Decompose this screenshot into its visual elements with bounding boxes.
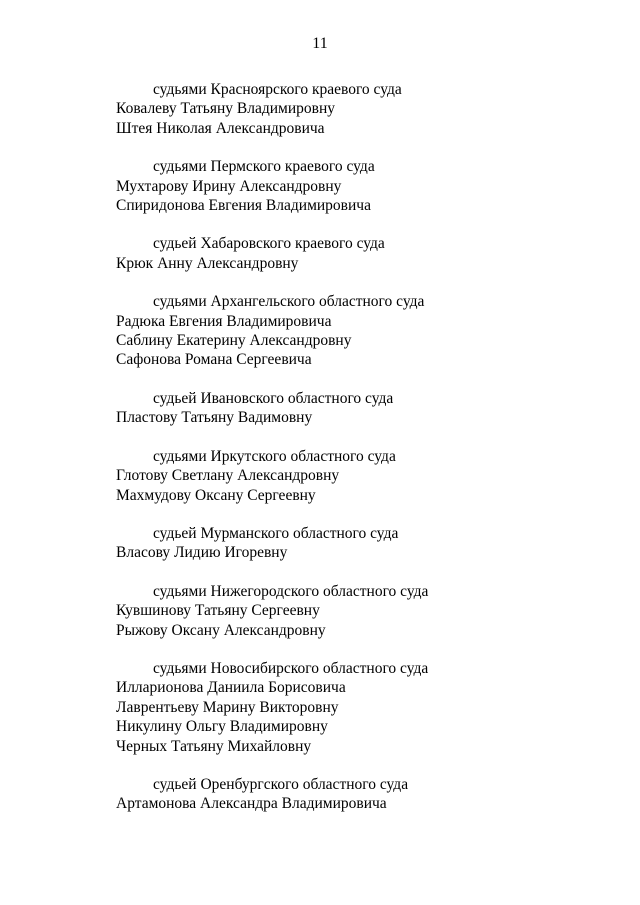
judge-name: Рыжову Оксану Александровну [116,621,326,639]
court-heading: судьей Мурманского областного суда [153,524,399,542]
court-heading: судьями Иркутского областного суда [153,447,396,465]
judge-name: Радюка Евгения Владимировича [116,312,332,330]
court-heading: судьей Хабаровского краевого суда [153,235,385,253]
judge-name: Пластову Татьяну Вадимовну [116,409,313,427]
judge-name: Никулину Ольгу Владимировну [116,718,328,736]
court-heading: судьями Архангельского областного суда [153,293,425,311]
court-section [116,775,586,814]
judge-name: Саблину Екатерину Александровну [116,332,352,350]
document-body [116,80,586,833]
judge-name: Спиридонова Евгения Владимировича [116,197,371,215]
judge-name: Ковалеву Татьяну Владимировну [116,100,336,118]
judge-name: Крюк Анну Александровну [116,254,299,272]
judge-name: Черных Татьяну Михайловну [116,737,312,755]
court-heading: судьей Ивановского областного суда [153,389,394,407]
judge-name: Сафонова Романа Сергеевича [116,351,312,369]
court-heading: судьей Оренбургского областного суда [153,775,409,793]
page-number: 11 [312,35,328,52]
judge-name: Махмудову Оксану Сергеевну [116,486,316,504]
court-section [116,447,586,505]
judge-name: Мухтарову Ирину Александровну [116,177,342,195]
court-section [116,234,586,273]
court-section [116,157,586,215]
court-section [116,389,586,428]
court-section [116,292,586,370]
court-section [116,582,586,640]
judge-name: Глотову Светлану Александровну [116,467,340,485]
judge-name: Илларионова Даниила Борисовича [116,679,346,697]
court-heading: судьями Красноярского краевого суда [153,81,402,98]
judge-name: Кувшинову Татьяну Сергеевну [116,602,320,620]
judge-name: Лаврентьеву Марину Викторовну [116,698,339,716]
court-heading: судьями Новосибирского областного суда [153,659,429,677]
judge-name: Артамонова Александра Владимировича [116,795,387,813]
court-section [116,524,586,563]
court-section [116,80,586,138]
judge-name: Штея Николая Александровича [116,119,325,137]
court-heading: судьями Нижегородского областного суда [153,582,429,600]
court-section [116,659,586,756]
judge-name: Власову Лидию Игоревну [116,544,288,562]
court-heading: судьями Пермского краевого суда [153,158,375,176]
